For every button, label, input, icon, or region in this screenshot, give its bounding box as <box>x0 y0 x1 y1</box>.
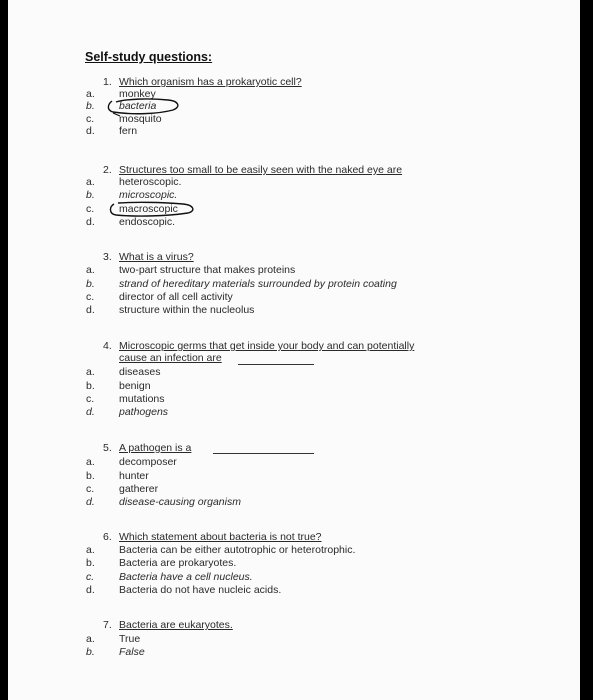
question-4: 4. Microscopic germs that get inside your body and can potentially cause an infection are <box>103 340 415 364</box>
question-number: 1. <box>103 76 112 88</box>
question-6: 6. Which statement about bacteria is not true? <box>103 531 322 543</box>
page-title: Self-study questions: <box>85 50 213 64</box>
question-7: 7. Bacteria are eukaryotes. <box>103 619 233 631</box>
question-5: 5. A pathogen is a <box>103 442 192 454</box>
answer-blank-4 <box>238 364 314 365</box>
question-1 <box>103 76 302 88</box>
question-text: Which organism has a prokaryotic cell? <box>119 76 302 88</box>
answer-blank-5 <box>213 453 314 454</box>
question-3: 3. What is a virus? <box>103 251 194 263</box>
worksheet-page: Self-study questions: 1. Which organism has a prokaryotic cell? a. monkey b. bacteria c. mosquito d. fern 2. Structures too small to be easily seen with the naked eye are a. heteroscopic. b. microscopic. c. macroscopic d. endoscopic. 3. What is a virus? a. two-part structure that makes proteins b. strand of hereditary materials surrounded by protein coating c. director of all cell activity d. structure within the nucleolus 4. Microscopic germs that get inside your body and can potentially cause an infection are a. diseases b. benign c. mutations d. pathogens 5. A pathogen is a a. decomposer b. hunter c. gatherer d. disease-causing organism 6. Which statement about bacteria is not true? a. Bacteria can be either autotrophic or heterotrophic. b. Bacteria are prokaryotes. c. Bacteria have a cell nucleus. d. Bacteria do not have nucleic acids. 7. Bacteria are eukaryotes. a. True b. False <box>8 0 580 700</box>
question-2: 2. Structures too small to be easily seen with the naked eye are <box>103 164 403 176</box>
